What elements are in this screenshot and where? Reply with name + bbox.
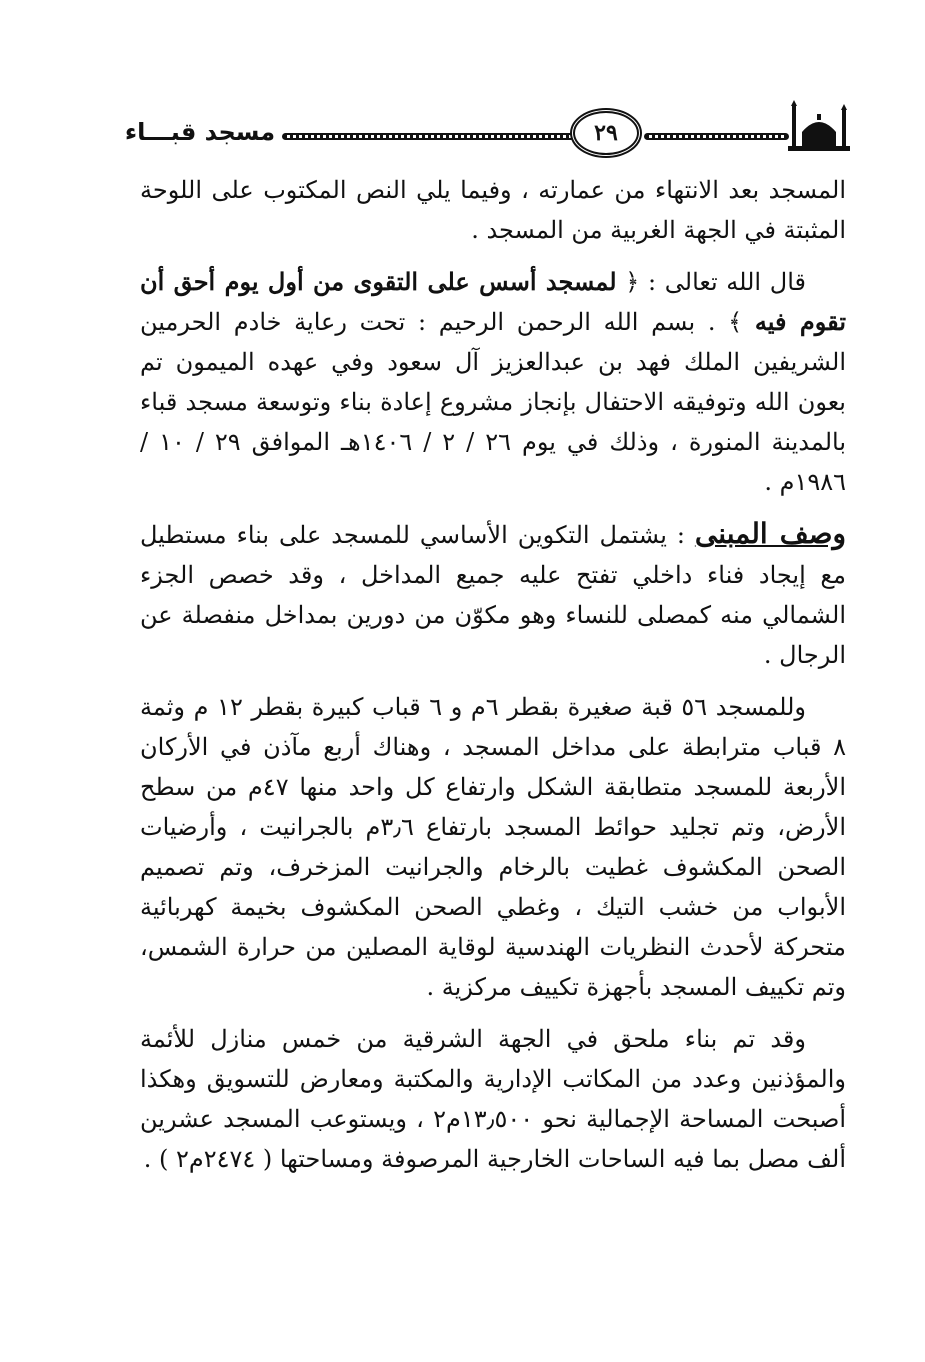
- paragraph-5: [140, 1019, 846, 1179]
- mosque-minaret-icon: [788, 100, 850, 152]
- section-heading: وصف المبنى: [694, 517, 847, 550]
- chain-ornament-left: [282, 133, 574, 140]
- running-header: [122, 100, 852, 160]
- chain-ornament-right: [644, 133, 789, 140]
- paragraph-1: [140, 170, 846, 250]
- plaque-text: ﴾ . بسم الله الرحمن الرحيم : تحت رعاية خادم الحرمين الشريفين الملك فهد بن عبدالعزيز آل سعود وفي عهده الميمون تم بعون الله وتوفيقه الاحتفال بإنجاز مشروع إعادة بناء وتوسعة مسجد قباء بالمدينة المنورة ، وذلك في يوم ٢٦ / ٢ / ١٤٠٦هـ الموافق ٢٩ / ١٠ / ١٩٨٦م .: [140, 308, 847, 496]
- paragraph-1-text: المسجد بعد الانتهاء من عمارته ، وفيما يلي النص المكتوب على اللوحة المثبتة في الجهة الغربية من المسجد .: [140, 176, 847, 244]
- paragraph-3: [140, 514, 846, 675]
- quran-verse: لمسجد أسس على التقوى من أول يوم أحق أن تقوم فيه: [140, 267, 846, 336]
- building-description: : يشتمل التكوين الأساسي للمسجد على بناء مستطيل مع إيجاد فناء داخلي تفتح عليه جميع المداخل ، وقد خصص الجزء الشمالي منه كمصلى للنساء وهو مكوّن من دورين بمداخل منفصلة عن الرجال .: [140, 521, 846, 669]
- page-body: [140, 170, 846, 1191]
- domes-description: وللمسجد ٥٦ قبة صغيرة بقطر ٦م و ٦ قباب كبيرة بقطر ١٢ م وثمة ٨ قباب مترابطة على مداخل المسجد ، وهناك أربع مآذن في الأركان الأربعة للمسجد متطابقة الشكل وارتفاع كل واحد منها ٤٧م من سطح الأرض، وتم تجليد حوائط المسجد بارتفاع ٣٫٦م بالجرانيت ، وأرضيات الصحن المكشوف غطيت بالرخام والجرانيت المزخرف، وتم تصميم الأبواب من خشب التيك ، وغطي الصحن المكشوف بخيمة كهربائية متحركة لأحدث النظريات الهندسية لوقاية المصلين من حرارة الشمس، وتم تكييف المسجد بأجهزة تكييف مركزية .: [140, 693, 847, 1001]
- running-title: مسجد قبـــاء: [124, 118, 276, 146]
- verse-intro: قال الله تعالى : ﴿: [625, 268, 806, 296]
- paragraph-2: [140, 262, 846, 502]
- paragraph-4: [140, 687, 846, 1007]
- page-number: ٢٩: [570, 108, 642, 158]
- annex-description: وقد تم بناء ملحق في الجهة الشرقية من خمس منازل للأئمة والمؤذنين وعدد من المكاتب الإدارية والمكتبة ومعارض للتسويق وهكذا أصبحت المساحة الإجمالية نحو ١٣٫٥٠٠م٢ ، ويستوعب المسجد عشرين ألف مصل بما فيه الساحات الخارجية المرصوفة ومساحتها ( ٢٤٧٤م٢ ) .: [140, 1025, 847, 1173]
